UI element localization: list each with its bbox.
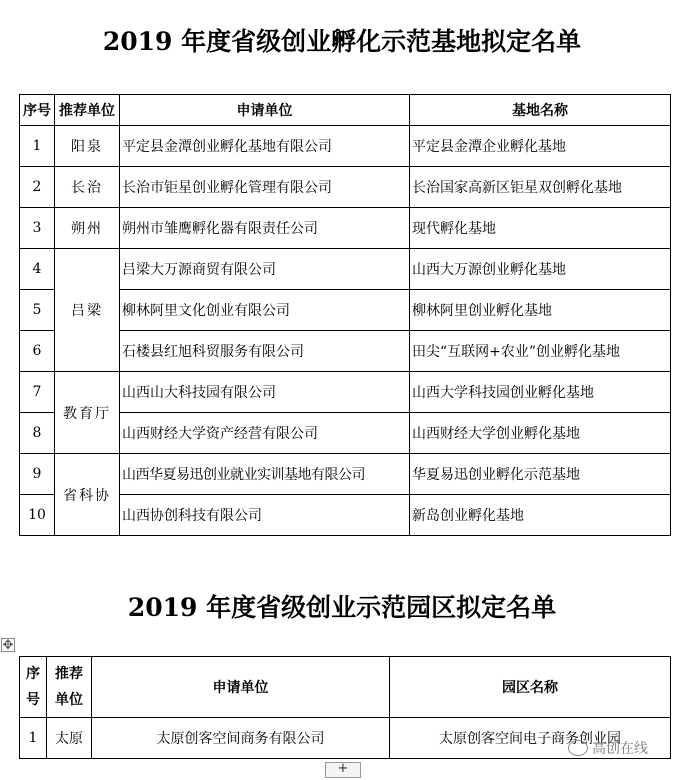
cell-park-name: 太原创客空间电子商务创业园 xyxy=(390,718,671,759)
header-recommender-line2: 单位 xyxy=(55,692,83,708)
table-move-handle-icon[interactable]: ✥ xyxy=(2,638,14,653)
cell-recommender: 太原 xyxy=(47,718,92,759)
cell-base-name: 山西财经大学创业孵化基地 xyxy=(410,413,671,454)
cell-recommender: 长治 xyxy=(55,167,120,208)
cell-applicant: 石楼县红旭科贸服务有限公司 xyxy=(120,331,410,372)
cell-no: 10 xyxy=(20,495,55,536)
table-row xyxy=(20,208,671,249)
cell-applicant: 朔州市雏鹰孵化器有限责任公司 xyxy=(120,208,410,249)
cell-no: 5 xyxy=(20,290,55,331)
header-recommender: 推荐单位 xyxy=(55,95,120,126)
table-header-row xyxy=(20,95,671,126)
cell-base-name: 新岛创业孵化基地 xyxy=(410,495,671,536)
add-row-button[interactable]: + xyxy=(325,762,361,778)
cell-base-name: 田尖“互联网+农业”创业孵化基地 xyxy=(410,331,671,372)
cell-applicant: 长治市钜星创业孵化管理有限公司 xyxy=(120,167,410,208)
cell-no: 1 xyxy=(20,718,47,759)
cell-no: 2 xyxy=(20,167,55,208)
cell-recommender: 省科协 xyxy=(55,454,120,536)
header-recommender xyxy=(47,657,92,718)
cell-base-name: 柳林阿里创业孵化基地 xyxy=(410,290,671,331)
cell-base-name: 平定县金潭企业孵化基地 xyxy=(410,126,671,167)
cell-applicant: 山西山大科技园有限公司 xyxy=(120,372,410,413)
cell-no: 3 xyxy=(20,208,55,249)
cell-no: 9 xyxy=(20,454,55,495)
header-park-name: 园区名称 xyxy=(390,657,671,718)
table-row xyxy=(20,249,671,290)
cell-applicant: 柳林阿里文化创业有限公司 xyxy=(120,290,410,331)
cell-applicant: 吕梁大万源商贸有限公司 xyxy=(120,249,410,290)
wechat-icon xyxy=(568,740,588,756)
cell-recommender: 吕梁 xyxy=(55,249,120,372)
header-applicant: 申请单位 xyxy=(92,657,390,718)
table-row xyxy=(20,454,671,495)
header-no: 序号 xyxy=(20,95,55,126)
table-row xyxy=(20,167,671,208)
cell-applicant: 山西协创科技有限公司 xyxy=(120,495,410,536)
page-title-incubation: 2019 年度省级创业孵化示范基地拟定名单 xyxy=(102,27,582,56)
cell-no: 8 xyxy=(20,413,55,454)
table-row xyxy=(20,372,671,413)
watermark-text: 高创在线 xyxy=(592,741,648,757)
header-no xyxy=(20,657,47,718)
cell-no: 6 xyxy=(20,331,55,372)
header-base-name: 基地名称 xyxy=(410,95,671,126)
cell-base-name: 长治国家高新区钜星双创孵化基地 xyxy=(410,167,671,208)
cell-no: 7 xyxy=(20,372,55,413)
cell-applicant: 平定县金潭创业孵化基地有限公司 xyxy=(120,126,410,167)
table-header-row xyxy=(20,657,671,718)
header-recommender-line1: 推荐 xyxy=(55,666,83,682)
header-no-line1: 序 xyxy=(26,666,40,682)
cell-base-name: 山西大学科技园创业孵化基地 xyxy=(410,372,671,413)
cell-recommender: 教育厅 xyxy=(55,372,120,454)
cell-base-name: 现代孵化基地 xyxy=(410,208,671,249)
header-applicant: 申请单位 xyxy=(120,95,410,126)
incubation-base-table xyxy=(19,94,671,536)
cell-applicant: 山西华夏易迅创业就业实训基地有限公司 xyxy=(120,454,410,495)
header-no-line2: 号 xyxy=(26,692,40,708)
cell-no: 4 xyxy=(20,249,55,290)
table-row xyxy=(20,126,671,167)
watermark xyxy=(568,738,648,758)
cell-recommender: 阳泉 xyxy=(55,126,120,167)
cell-recommender: 朔州 xyxy=(55,208,120,249)
cell-applicant: 太原创客空间商务有限公司 xyxy=(92,718,390,759)
cell-base-name: 华夏易迅创业孵化示范基地 xyxy=(410,454,671,495)
cell-base-name: 山西大万源创业孵化基地 xyxy=(410,249,671,290)
cell-applicant: 山西财经大学资产经营有限公司 xyxy=(120,413,410,454)
cell-no: 1 xyxy=(20,126,55,167)
page-title-park: 2019 年度省级创业示范园区拟定名单 xyxy=(127,593,557,622)
